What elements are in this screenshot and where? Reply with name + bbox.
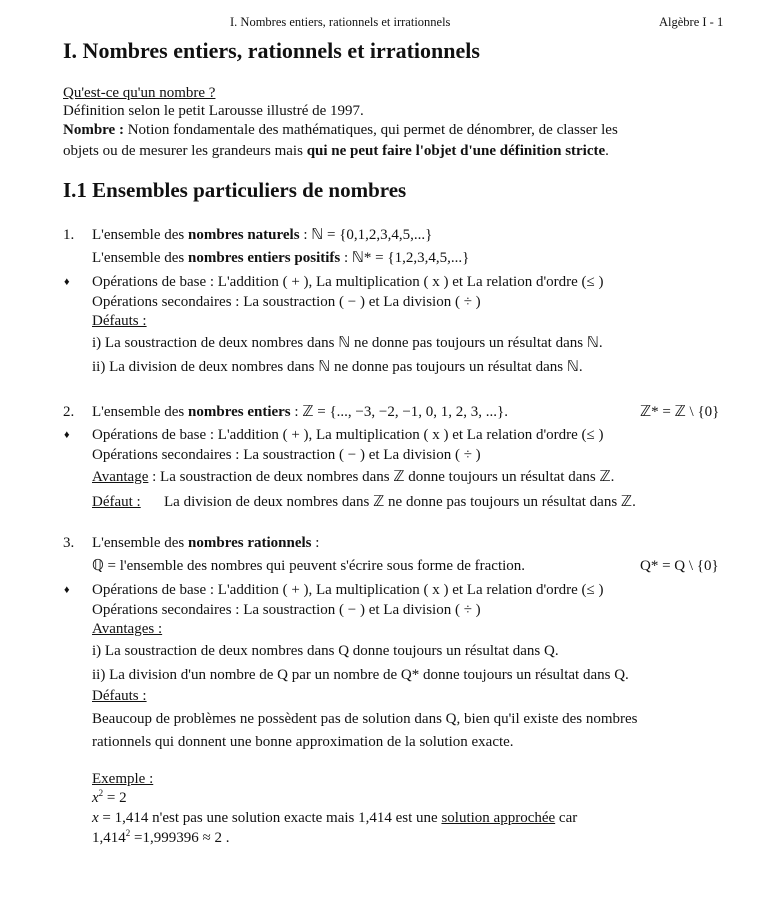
item-1-line2-pre: L'ensemble des xyxy=(92,250,189,266)
item-1-line2-post: : ℕ* = {1,2,3,4,5,...} xyxy=(340,250,470,266)
item-1-defect-i: i) La soustraction de deux nombres dans ℕ ne donne pas toujours un résultat dans ℕ. xyxy=(92,335,603,351)
item-2-line1 xyxy=(92,402,508,422)
item-3-line1-post: : xyxy=(311,535,320,551)
item-1-line2-bold: nombres entiers positifs xyxy=(188,250,341,266)
item-3-line1-pre: L'ensemble des xyxy=(92,535,189,551)
example-label: Exemple : xyxy=(92,771,154,787)
item-3-line1 xyxy=(92,533,319,553)
item-3-line1-bold: nombres rationnels xyxy=(188,535,312,551)
definition-emphasis: qui ne peut faire l'objet d'une définition stricte xyxy=(306,143,606,159)
item-1-line2 xyxy=(92,248,469,268)
item-3-ops-base: Opérations de base : L'addition ( + ), La multiplication ( x ) et La relation d'ordre (≤ ) xyxy=(92,582,604,598)
example-line2-variable: x xyxy=(92,810,99,826)
item-1-ops-base: Opérations de base : L'addition ( + ), La multiplication ( x ) et La relation d'ordre (≤ ) xyxy=(92,274,604,290)
example-line3 xyxy=(92,828,229,848)
example-line2 xyxy=(92,808,577,828)
example-eq-variable: x xyxy=(92,790,99,806)
definition-text-1: Notion fondamentale des mathématiques, qui permet de dénombrer, de classer les xyxy=(123,122,618,138)
item-3-ops-secondary: Opérations secondaires : La soustraction ( − ) et La division ( ÷ ) xyxy=(92,602,481,618)
example-eq-exponent: 2 xyxy=(98,788,104,798)
item-3-line2: ℚ = l'ensemble des nombres qui peuvent s'écrire sous forme de fraction. xyxy=(92,558,526,574)
bullet-diamond-icon: ♦ xyxy=(64,429,70,441)
example-line2-pre: = 1,414 n'est pas une solution exacte mais 1,414 est une xyxy=(98,810,442,826)
item-3-advantage-ii: ii) La division d'un nombre de Q par un nombre de Q* donne toujours un résultat dans Q. xyxy=(92,667,629,683)
item-2-line1-bold: nombres entiers xyxy=(188,404,291,420)
item-1-line1-post: : ℕ = {0,1,2,3,4,5,...} xyxy=(299,227,433,243)
intro-question: Qu'est-ce qu'un nombre ? xyxy=(63,85,216,101)
item-2-ops-secondary: Opérations secondaires : La soustraction ( − ) et La division ( ÷ ) xyxy=(92,447,481,463)
item-3-defect-line1: Beaucoup de problèmes ne possèdent pas de solution dans Q, bien qu'il existe des nombres xyxy=(92,711,638,727)
item-1-number: 1. xyxy=(63,227,75,243)
item-1-line1 xyxy=(92,225,432,245)
running-header-title: I. Nombres entiers, rationnels et irrationnels xyxy=(230,15,451,29)
item-1-line1-bold: nombres naturels xyxy=(188,227,300,243)
item-2-line1-post: : ℤ = {..., −3, −2, −1, 0, 1, 2, 3, ...}. xyxy=(290,404,508,420)
item-2-number: 2. xyxy=(63,404,75,420)
definition-end: . xyxy=(605,143,609,159)
item-2-ops-base: Opérations de base : L'addition ( + ), La multiplication ( x ) et La relation d'ordre (≤ ) xyxy=(92,427,604,443)
definition-text-2: objets ou de mesurer les grandeurs mais xyxy=(63,143,307,159)
item-1-ops-secondary: Opérations secondaires : La soustraction ( − ) et La division ( ÷ ) xyxy=(92,294,481,310)
intro-definition-line2 xyxy=(63,141,609,161)
item-3-advantages-label: Avantages : xyxy=(92,621,163,637)
item-2-advantage xyxy=(92,467,614,487)
item-1-line1-pre: L'ensemble des xyxy=(92,227,189,243)
example-line3-rest: =1,999396 ≈ 2 . xyxy=(130,830,230,846)
item-2-advantage-text: : La soustraction de deux nombres dans ℤ donne toujours un résultat dans ℤ. xyxy=(148,469,615,485)
example-line2-underlined: solution approchée xyxy=(441,810,556,826)
example-line2-post: car xyxy=(555,810,578,826)
example-eq-rest: = 2 xyxy=(103,790,127,806)
intro-definition-line1 xyxy=(63,120,618,140)
bullet-diamond-icon: ♦ xyxy=(64,584,70,596)
intro-source: Définition selon le petit Larousse illustré de 1997. xyxy=(63,103,364,119)
page-title: I. Nombres entiers, rationnels et irrationnels xyxy=(63,38,480,63)
item-3-number: 3. xyxy=(63,535,75,551)
item-3-defects-label: Défauts : xyxy=(92,688,147,704)
item-2-line1-pre: L'ensemble des xyxy=(92,404,189,420)
item-3-advantage-i: i) La soustraction de deux nombres dans Q donne toujours un résultat dans Q. xyxy=(92,643,559,659)
item-1-defect-ii: ii) La division de deux nombres dans ℕ ne donne pas toujours un résultat dans ℕ. xyxy=(92,359,583,375)
example-line3-base: 1,414 xyxy=(92,830,126,846)
page-label: Algèbre I - 1 xyxy=(659,15,724,29)
item-2-star-definition: ℤ* = ℤ \ {0} xyxy=(640,404,720,420)
item-1-defects-label: Défauts : xyxy=(92,313,147,329)
item-3-star-definition: Q* = Q \ {0} xyxy=(640,558,719,574)
example-line3-exponent: 2 xyxy=(125,828,131,838)
item-3-defect-line2: rationnels qui donnent une bonne approximation de la solution exacte. xyxy=(92,734,514,750)
section-heading: I.1 Ensembles particuliers de nombres xyxy=(63,178,407,202)
item-2-defect-label: Défaut : xyxy=(92,494,141,510)
definition-term: Nombre : xyxy=(63,122,124,138)
example-equation xyxy=(92,788,127,808)
item-2-advantage-label: Avantage xyxy=(92,469,149,485)
item-2-defect-text: La division de deux nombres dans ℤ ne donne pas toujours un résultat dans ℤ. xyxy=(164,494,636,510)
bullet-diamond-icon: ♦ xyxy=(64,276,70,288)
